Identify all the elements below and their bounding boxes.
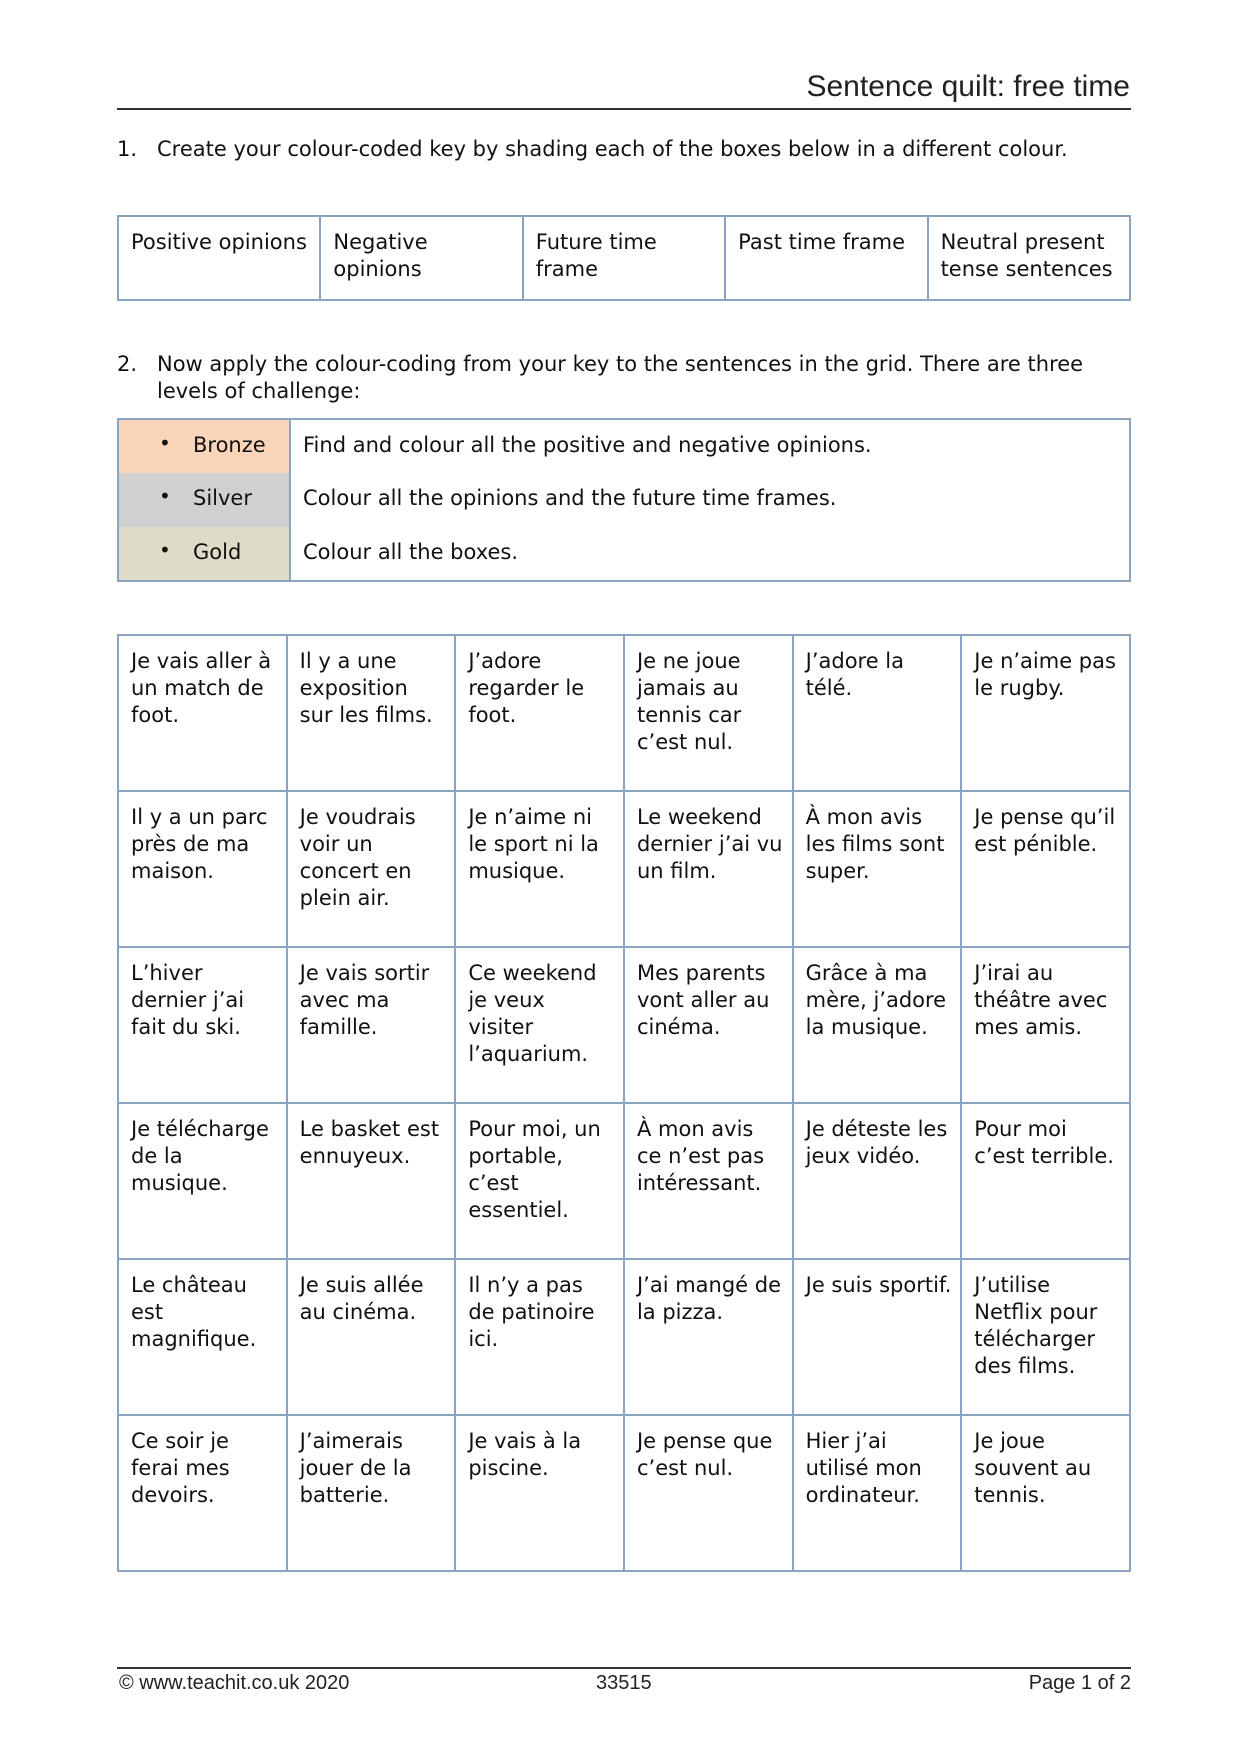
quilt-sentence-cell[interactable]: Pour moi, un portable, c’est essentiel.	[455, 1103, 624, 1259]
level-description: Colour all the boxes.	[290, 527, 1130, 581]
level-description: Colour all the opinions and the future time frames.	[290, 473, 1130, 527]
footer-page-number: Page 1 of 2	[1028, 1672, 1131, 1694]
level-description: Find and colour all the positive and negative opinions.	[290, 419, 1130, 473]
sentence-quilt-body	[118, 635, 1130, 1571]
quilt-sentence-cell[interactable]: Je n’aime ni le sport ni la musique.	[455, 791, 624, 947]
quilt-sentence-cell[interactable]: Je suis allée au cinéma.	[287, 1259, 456, 1415]
quilt-sentence-cell[interactable]: Le weekend dernier j’ai vu un film.	[624, 791, 793, 947]
quilt-sentence-cell[interactable]: J’utilise Netflix pour télécharger des films.	[961, 1259, 1130, 1415]
level-bronze	[118, 419, 290, 473]
quilt-sentence-cell[interactable]: Je vais sortir avec ma famille.	[287, 947, 456, 1103]
quilt-sentence-cell[interactable]: J’adore regarder le foot.	[455, 635, 624, 791]
quilt-sentence-cell[interactable]: Je suis sportif.	[793, 1259, 962, 1415]
quilt-sentence-cell[interactable]: Je voudrais voir un concert en plein air.	[287, 791, 456, 947]
quilt-sentence-cell[interactable]: Hier j’ai utilisé mon ordinateur.	[793, 1415, 962, 1571]
quilt-row	[118, 1259, 1130, 1415]
level-label: Silver	[193, 486, 252, 510]
footer-rule	[117, 1667, 1131, 1669]
instruction-1-text: Create your colour-coded key by shading each of the boxes below in a different colour.	[157, 137, 1068, 161]
key-negative-opinions[interactable]: Negative opinions	[320, 216, 522, 300]
level-label: Gold	[193, 540, 242, 564]
quilt-sentence-cell[interactable]: Le basket est ennuyeux.	[287, 1103, 456, 1259]
sentence-quilt-grid	[117, 634, 1131, 1572]
footer-copyright: © www.teachit.co.uk 2020	[119, 1672, 350, 1694]
instruction-1	[117, 136, 1127, 163]
quilt-sentence-cell[interactable]: Il y a un parc près de ma maison.	[118, 791, 287, 947]
page-title: Sentence quilt: free time	[806, 70, 1130, 103]
quilt-sentence-cell[interactable]: Il n’y a pas de patinoire ici.	[455, 1259, 624, 1415]
colour-key-row	[118, 216, 1130, 300]
quilt-sentence-cell[interactable]: Ce soir je ferai mes devoirs.	[118, 1415, 287, 1571]
challenge-levels-table	[117, 418, 1131, 582]
quilt-sentence-cell[interactable]: Je vais à la piscine.	[455, 1415, 624, 1571]
bullet-icon: •	[159, 538, 171, 562]
quilt-sentence-cell[interactable]: Je joue souvent au tennis.	[961, 1415, 1130, 1571]
quilt-sentence-cell[interactable]: Je pense que c’est nul.	[624, 1415, 793, 1571]
key-positive-opinions[interactable]: Positive opinions	[118, 216, 320, 300]
challenge-row-gold	[118, 527, 1130, 581]
instruction-2-number: 2.	[117, 352, 138, 376]
quilt-row	[118, 947, 1130, 1103]
level-silver	[118, 473, 290, 527]
instruction-1-number: 1.	[117, 137, 138, 161]
challenge-row-bronze	[118, 419, 1130, 473]
colour-key-table	[117, 215, 1131, 301]
quilt-sentence-cell[interactable]: Mes parents vont aller au cinéma.	[624, 947, 793, 1103]
quilt-sentence-cell[interactable]: Le château est magnifique.	[118, 1259, 287, 1415]
quilt-sentence-cell[interactable]: Je pense qu’il est pénible.	[961, 791, 1130, 947]
challenge-row-silver	[118, 473, 1130, 527]
title-rule	[117, 108, 1131, 110]
quilt-sentence-cell[interactable]: J’aimerais jouer de la batterie.	[287, 1415, 456, 1571]
key-neutral-present[interactable]: Neutral present tense sentences	[928, 216, 1130, 300]
quilt-sentence-cell[interactable]: L’hiver dernier j’ai fait du ski.	[118, 947, 287, 1103]
quilt-sentence-cell[interactable]: Je vais aller à un match de foot.	[118, 635, 287, 791]
bullet-icon: •	[159, 484, 171, 508]
quilt-sentence-cell[interactable]: J’adore la télé.	[793, 635, 962, 791]
quilt-row	[118, 1415, 1130, 1571]
quilt-row	[118, 791, 1130, 947]
instruction-2	[117, 351, 1127, 405]
quilt-sentence-cell[interactable]: Pour moi c’est terrible.	[961, 1103, 1130, 1259]
quilt-sentence-cell[interactable]: À mon avis ce n’est pas intéressant.	[624, 1103, 793, 1259]
quilt-sentence-cell[interactable]: Je ne joue jamais au tennis car c’est nul.	[624, 635, 793, 791]
key-future-time-frame[interactable]: Future time frame	[523, 216, 725, 300]
quilt-sentence-cell[interactable]: Je télécharge de la musique.	[118, 1103, 287, 1259]
quilt-sentence-cell[interactable]: J’irai au théâtre avec mes amis.	[961, 947, 1130, 1103]
bullet-icon: •	[159, 431, 171, 455]
key-past-time-frame[interactable]: Past time frame	[725, 216, 927, 300]
quilt-sentence-cell[interactable]: À mon avis les films sont super.	[793, 791, 962, 947]
quilt-sentence-cell[interactable]: Il y a une exposition sur les films.	[287, 635, 456, 791]
level-label: Bronze	[193, 433, 266, 457]
quilt-row	[118, 635, 1130, 791]
quilt-row	[118, 1103, 1130, 1259]
quilt-sentence-cell[interactable]: Grâce à ma mère, j’adore la musique.	[793, 947, 962, 1103]
quilt-sentence-cell[interactable]: Je n’aime pas le rugby.	[961, 635, 1130, 791]
instruction-2-text: Now apply the colour-coding from your key to the sentences in the grid. There are three levels of challenge:	[157, 352, 1084, 403]
footer-resource-id: 33515	[596, 1672, 652, 1694]
level-gold	[118, 527, 290, 581]
quilt-sentence-cell[interactable]: Je déteste les jeux vidéo.	[793, 1103, 962, 1259]
quilt-sentence-cell[interactable]: J’ai mangé de la pizza.	[624, 1259, 793, 1415]
quilt-sentence-cell[interactable]: Ce weekend je veux visiter l’aquarium.	[455, 947, 624, 1103]
